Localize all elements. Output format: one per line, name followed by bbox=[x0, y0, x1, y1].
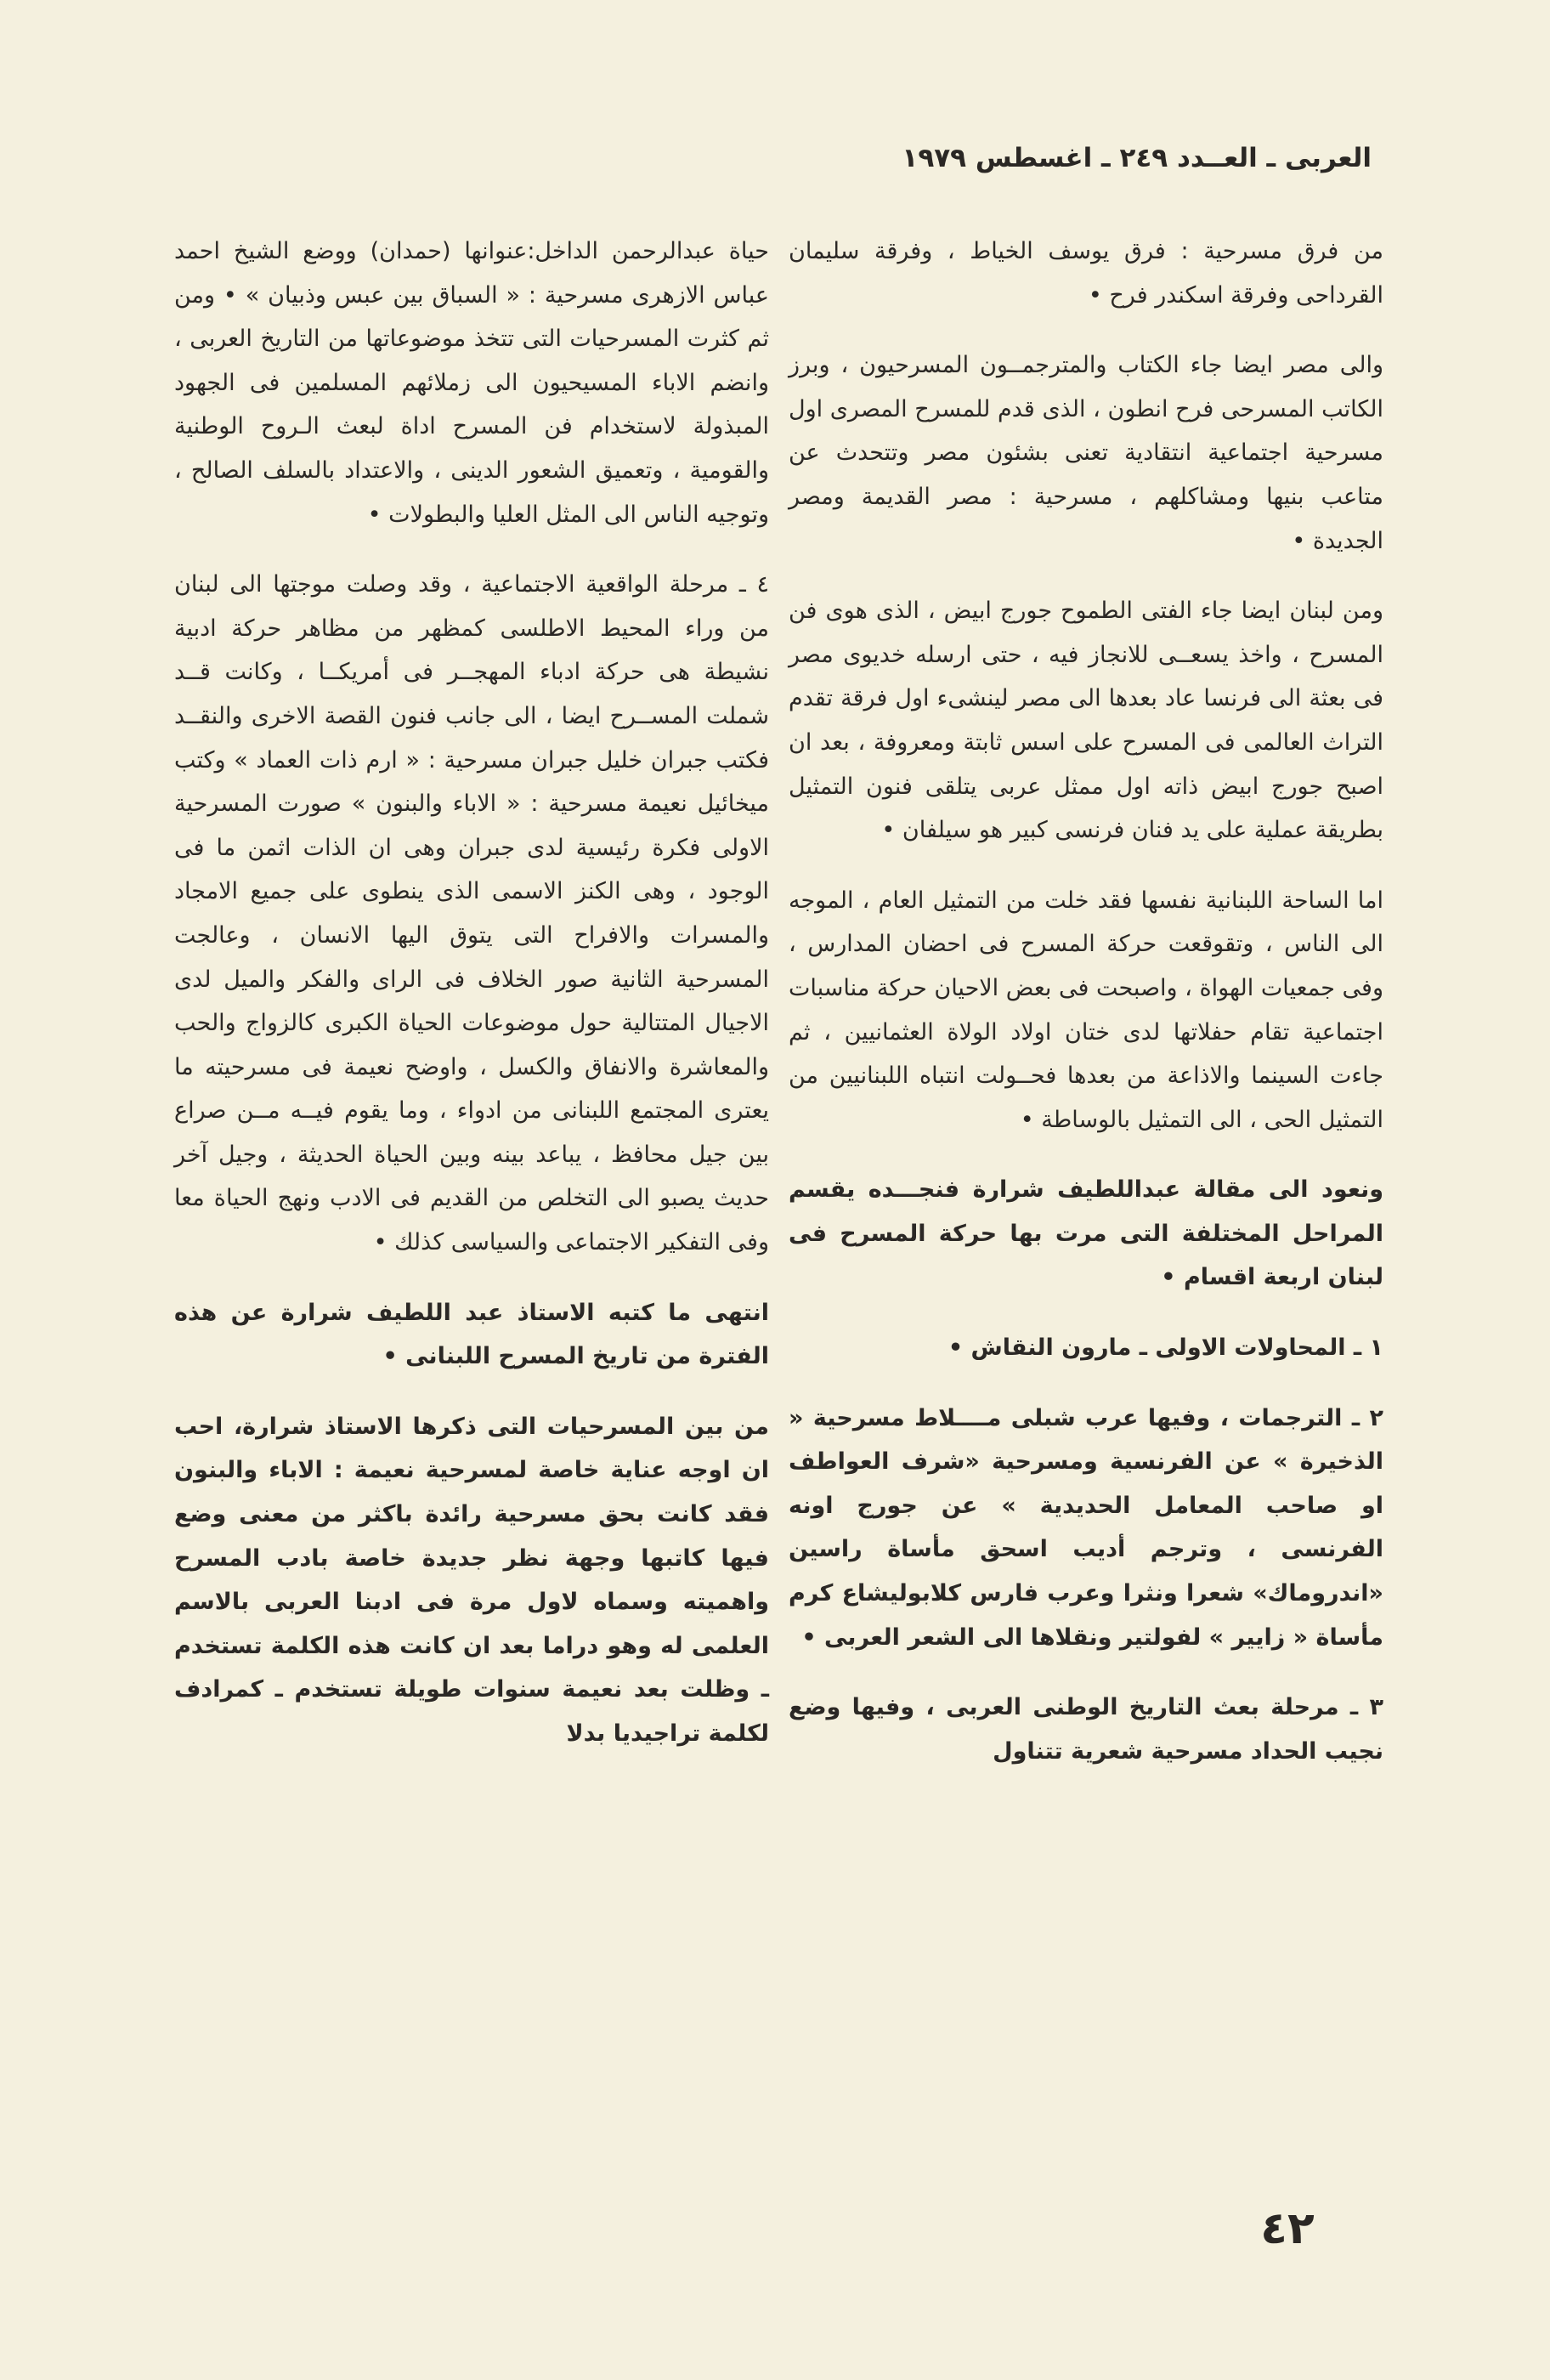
paragraph: من فرق مسرحية : فرق يوسف الخياط ، وفرقة سليمان القرداحى وفرقة اسكندر فرح • bbox=[789, 238, 1383, 309]
paragraph: اما الساحة اللبنانية نفسها فقد خلت من التمثيل العام ، الموجه الى الناس ، وتقوقعت حركة المسرح فى احضان المدارس ، وفى جمعيات الهواة ، واصبحت فى بعض الاحيان حركة مناسبات اجتماعية تقام حفلاتها لدى ختان اولاد الولاة العثمانيين ، ثم جاءت السينما والاذاعة من بعدها فحــولت انتباه اللبنانيين من التمثيل الحى ، الى التمثيل بالوساطة • bbox=[789, 887, 1383, 1133]
page-number: ٤٢ bbox=[1260, 2203, 1315, 2254]
right-column bbox=[789, 230, 1383, 1799]
list-item: ٣ ـ مرحلة بعث التاريخ الوطنى العربى ، وفيها وضع نجيب الحداد مسرحية شعرية تتناول bbox=[789, 1694, 1383, 1765]
paragraph: ونعود الى مقالة عبداللطيف شرارة فنجـــده يقسم المراحل المختلفة التى مرت بها حركة المسرح فى لبنان اربعة اقسام • bbox=[789, 1176, 1383, 1291]
paragraph: والى مصر ايضا جاء الكتاب والمترجمــون المسرحيون ، وبرز الكاتب المسرحى فرح انطون ، الذى قدم للمسرح المصرى اول مسرحية اجتماعية انتقادية تعنى بشئون مصر وتتحدث عن متاعب بنيها ومشاكلهم ، مسرحية : مصر القديمة ومصر الجديدة • bbox=[789, 352, 1383, 554]
left-column bbox=[174, 230, 769, 1782]
list-item: ٢ ـ الترجمات ، وفيها عرب شبلى مــــلاط مسرحية « الذخيرة » عن الفرنسية ومسرحية «شرف العواطف او صاحب المعامل الحديدية » عن جورج اونه الفرنسى ، وترجم أديب اسحق مأساة راسين «اندروماك» شعرا ونثرا وعرب فارس كلابوليشاع كرم مأساة « زايير » لفولتير ونقلاها الى الشعر العربى • bbox=[789, 1404, 1383, 1651]
paragraph: من بين المسرحيات التى ذكرها الاستاذ شرارة، احب ان اوجه عناية خاصة لمسرحية نعيمة : الاباء والبنون فقد كانت بحق مسرحية رائدة باكثر من معنى وضع فيها كاتبها وجهة نظر جديدة خاصة بادب المسرح واهميته وسماه لاول مرة فى ادبنا العربى بالاسم العلمى له وهو دراما بعد ان كانت هذه الكلمة تستخدم ـ وظلت بعد نعيمة سنوات طويلة تستخدم ـ كمرادف لكلمة تراجيديا بدلا bbox=[174, 1413, 769, 1747]
paragraph: انتهى ما كتبه الاستاذ عبد اللطيف شرارة عن هذه الفترة من تاريخ المسرح اللبنانى • bbox=[174, 1299, 769, 1370]
list-item: ١ ـ المحاولات الاولى ـ مارون النقاش • bbox=[948, 1334, 1383, 1362]
paragraph: حياة عبدالرحمن الداخل:عنوانها (حمدان) ووضع الشيخ احمد عباس الازهرى مسرحية : « السباق بين عبس وذبيان » • ومن ثم كثرت المسرحيات التى تتخذ موضوعاتها من التاريخ العربى ، وانضم الاباء المسيحيون الى زملائهم المسلمين فى الجهود المبذولة لاستخدام فن المسرح اداة لبعث الـروح الوطنية والقومية ، وتعميق الشعور الدينى ، والاعتداد بالسلف الصالح ، وتوجيه الناس الى المثل العليا والبطولات • bbox=[174, 238, 769, 528]
paragraph: ٤ ـ مرحلة الواقعية الاجتماعية ، وقد وصلت موجتها الى لبنان من وراء المحيط الاطلسى كمظهر من مظاهر حركة ادبية نشيطة هى حركة ادباء المهجــر فى أمريكــا ، وكانت قــد شملت المســرح ايضا ، الى جانب فنون القصة الاخرى والنقــد فكتب جبران خليل جبران مسرحية : « ارم ذات العماد » وكتب ميخائيل نعيمة مسرحية : « الاباء والبنون » صورت المسرحية الاولى فكرة رئيسية لدى جبران وهى ان الذات اثمن ما فى الوجود ، وهى الكنز الاسمى الذى ينطوى على جميع الامجاد والمسرات والافراح التى يتوق اليها الانسان ، وعالجت المسرحية الثانية صور الخلاف فى الراى والفكر والميل لدى الاجيال المتتالية حول موضوعات الحياة الكبرى كالزواج والحب والمعاشرة والانفاق والكسل ، واوضح نعيمة فى مسرحيته ما يعترى المجتمع اللبنانى من ادواء ، وما يقوم فيــه مــن صراع بين جيل محافظ ، يباعد بينه وبين الحياة الحديثة ، وجيل آخر حديث يصبو الى التخلص من القديم فى الادب ونهج الحياة معا وفى التفكير الاجتماعى والسياسى كذلك • bbox=[174, 571, 769, 1256]
paragraph: ومن لبنان ايضا جاء الفتى الطموح جورج ابيض ، الذى هوى فن المسرح ، واخذ يسعــى للانجاز فيه ، حتى ارسله خديوى مصر فى بعثة الى فرنسا عاد بعدها الى مصر لينشىء اول فرقة تقدم التراث العالمى فى المسرح على اسس ثابتة ومعروفة ، بعد ان اصبح جورج ابيض ذاته اول ممثل عربى يتلقى فنون التمثيل بطريقة عملية على يد فنان فرنسى كبير هو سيلفان • bbox=[789, 598, 1383, 844]
running-header: العربى ـ العــدد ٢٤٩ ـ اغسطس ١٩٧٩ bbox=[902, 143, 1372, 173]
